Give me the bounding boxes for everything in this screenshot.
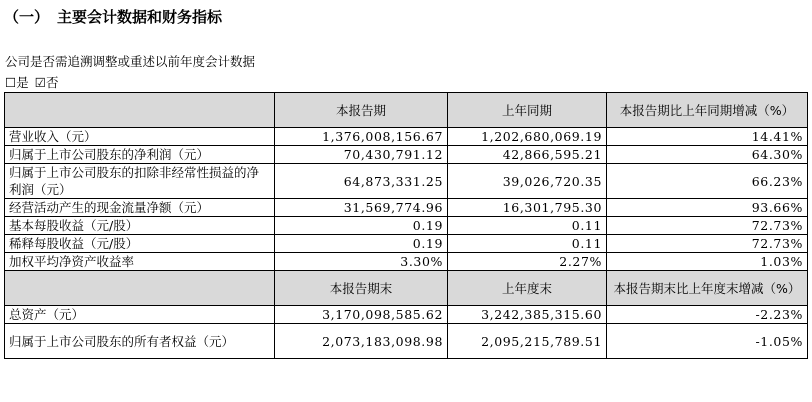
row-change: 66.23%	[607, 164, 808, 199]
row-current: 2,073,183,098.98	[275, 324, 448, 359]
table-row	[5, 235, 808, 253]
row-label: 基本每股收益（元/股）	[5, 217, 275, 235]
table-row	[5, 146, 808, 164]
row-prior: 42,866,595.21	[448, 146, 607, 164]
table2-header-blank	[5, 271, 275, 306]
table-row	[5, 128, 808, 146]
row-label: 总资产（元）	[5, 306, 275, 324]
row-change: 64.30%	[607, 146, 808, 164]
row-label: 营业收入（元）	[5, 128, 275, 146]
table1-header-row	[5, 93, 808, 128]
row-current: 31,569,774.96	[275, 199, 448, 217]
table-row	[5, 306, 808, 324]
row-current: 0.19	[275, 235, 448, 253]
row-label: 归属于上市公司股东的所有者权益（元）	[5, 324, 275, 359]
row-label: 归属于上市公司股东的净利润（元）	[5, 146, 275, 164]
row-current: 0.19	[275, 217, 448, 235]
table-row	[5, 253, 808, 271]
table2-header-row	[5, 271, 808, 306]
row-current: 3,170,098,585.62	[275, 306, 448, 324]
row-label: 经营活动产生的现金流量净额（元）	[5, 199, 275, 217]
row-current: 64,873,331.25	[275, 164, 448, 199]
answer-no[interactable]	[35, 75, 59, 90]
table1-header-current: 本报告期	[275, 93, 448, 128]
row-prior: 3,242,385,315.60	[448, 306, 607, 324]
section-heading	[4, 6, 222, 27]
table1-header-change: 本报告期比上年同期增减（%）	[607, 93, 808, 128]
table-row	[5, 199, 808, 217]
row-prior: 16,301,795.30	[448, 199, 607, 217]
row-current: 3.30%	[275, 253, 448, 271]
table2-header-current: 本报告期末	[275, 271, 448, 306]
table-row	[5, 217, 808, 235]
unchecked-box-icon: ☐	[5, 75, 17, 90]
row-change: -2.23%	[607, 306, 808, 324]
table1-header-blank	[5, 93, 275, 128]
row-current: 70,430,791.12	[275, 146, 448, 164]
restatement-answer	[5, 73, 64, 91]
checked-box-icon: ☑	[34, 75, 46, 90]
answer-yes[interactable]	[5, 75, 29, 90]
row-change: -1.05%	[607, 324, 808, 359]
row-prior: 2,095,215,789.51	[448, 324, 607, 359]
financial-indicators-table	[4, 92, 808, 359]
row-current: 1,376,008,156.67	[275, 128, 448, 146]
section-number: （一）	[4, 8, 50, 26]
table2-header-change: 本报告期末比上年度末增减（%）	[607, 271, 808, 306]
answer-yes-label: 是	[16, 75, 29, 90]
table1-header-prior: 上年同期	[448, 93, 607, 128]
row-prior: 2.27%	[448, 253, 607, 271]
row-change: 1.03%	[607, 253, 808, 271]
row-change: 72.73%	[607, 235, 808, 253]
row-change: 14.41%	[607, 128, 808, 146]
row-label: 加权平均净资产收益率	[5, 253, 275, 271]
restatement-question: 公司是否需追溯调整或重述以前年度会计数据	[5, 54, 256, 69]
table-row	[5, 164, 808, 199]
row-prior: 0.11	[448, 235, 607, 253]
section-title: 主要会计数据和财务指标	[57, 8, 223, 26]
row-label: 归属于上市公司股东的扣除非经常性损益的净利润（元）	[5, 164, 275, 199]
answer-no-label: 否	[45, 75, 59, 90]
row-prior: 39,026,720.35	[448, 164, 607, 199]
table-row	[5, 324, 808, 359]
row-change: 93.66%	[607, 199, 808, 217]
row-prior: 1,202,680,069.19	[448, 128, 607, 146]
table2-header-prior: 上年度末	[448, 271, 607, 306]
row-change: 72.73%	[607, 217, 808, 235]
row-prior: 0.11	[448, 217, 607, 235]
row-label: 稀释每股收益（元/股）	[5, 235, 275, 253]
